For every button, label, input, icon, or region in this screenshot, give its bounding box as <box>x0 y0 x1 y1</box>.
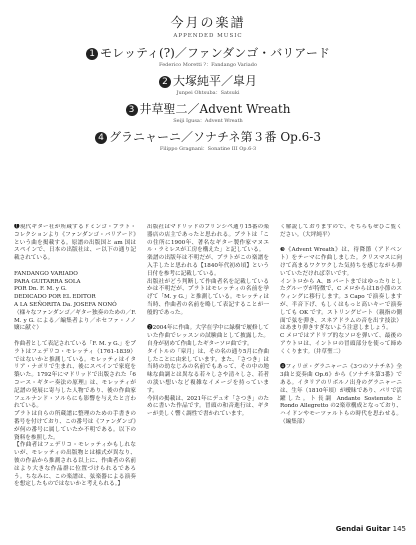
paragraph: （様々なファンダンゴ／ギター独奏のための／F. M. y G. による／編集者より／ホセファ・ノノ嬢に献ぐ） <box>14 309 136 332</box>
paragraph-spacer <box>14 263 136 271</box>
article-body <box>14 224 402 520</box>
text-column-1 <box>14 224 136 520</box>
text-column-2 <box>147 224 269 520</box>
piece-title: 3 井草聖二／Advent Wreath <box>0 102 416 116</box>
paragraph: イントロから A、B パートまではゆったりとしたグルーヴが特徴で、C メロからは18小節のスウィングに移行します。3 Capo で演奏しますが、半音下げ、もしくはもっと高いキーで演奏しても OK です。ストリングビート（親指の側面で弦を弾き、スネアドラムの音を出す技法）はあまり弾きすぎないよう注意しましょう。 <box>280 278 402 332</box>
page-subtitle: APPENDED MUSIC <box>173 33 243 39</box>
paragraph: ❸《Advent Wreath》は、待降節（アドベント）をテーマに作曲しました。クリスマスに向けて高まるワクワクした気持ちを感じながら弾いていただければ幸いです。 <box>280 247 402 277</box>
page-number: 145 <box>392 525 406 533</box>
piece-subtitle: Filippo Gragnani：Sonatine III Op.6-3 <box>159 146 257 152</box>
piece-number-badge: 2 <box>159 76 171 88</box>
paragraph: く解説しておりますので、そちらもぜひご覧ください。（大坪純平） <box>280 224 402 238</box>
piece-title: 4 グラニャーニ／ソナチネ第３番 Op.6-3 <box>0 130 416 144</box>
paragraph: ❹フィリポ・グラニャーニ《3つのソナチネ》全3曲と変奏曲 Op.6》から《ソナチネ第3番》である。イタリアのリボルノ出身のグラニャーニは、生年（1810年頃）が曖昧であり、パリで活躍した。ト長調 Andante Sostenuto と Rondo Allegretto の2楽章構成となっており、ハイドンやモーツァルトらの時代を思わせる。（編集部） <box>280 364 402 425</box>
text-column-3 <box>280 224 402 520</box>
paragraph: C メロではアドリブ的なソロを弾いて、最後のアウトロは、イントロの冒頭部分を使って締めくくります。（井草聖二） <box>280 333 402 355</box>
header <box>0 12 416 39</box>
piece-item <box>0 74 416 96</box>
paragraph: POR Dn. F. M. y G. <box>14 286 67 293</box>
page-title: 今月の楽譜 <box>170 16 246 31</box>
piece-subtitle: Junpei Ohtsuba：Satsuki <box>176 90 240 96</box>
piece-item <box>0 46 416 68</box>
piece-list <box>0 46 416 158</box>
piece-number-badge: 1 <box>86 48 98 60</box>
piece-item <box>0 130 416 152</box>
piece-subtitle: Federico Moretti ?：Fandango Variado <box>159 62 257 68</box>
paragraph: プラトは自らの所蔵譜に整理のための手書きの番号を付けており、この番号は《ファンダンゴ》が何の番号に属していたか不明である。以下の資料を参照した。 <box>14 411 136 441</box>
piece-item <box>0 102 416 124</box>
paragraph: A LA SEÑORITA Da. JOSEFA NONÓ <box>14 301 117 308</box>
paragraph: PARA GUITARRA SOLA <box>14 278 81 285</box>
paragraph: タイトルの「皐月」は、その名の通り5月に作曲したことに由来しています。また、「さつき」は当時の幼なじみの名前でもあって、その中の地味な曲調とは異なる若々しさや清々しさ、若者の淡い想いなど複雑なイメージを持っています。 <box>147 348 269 394</box>
paragraph: FANDANGO VARIADO <box>14 270 78 277</box>
paragraph: ❶現代ギター社が所蔵するドミンゴ・プラト・コレクションより《ファンダンゴ・バリアード》という曲を掲載する。原譜の出版国と am 国はスペインで、日本の出版社は、ー以下の通り記載されている。 <box>14 224 136 262</box>
page-footer <box>336 525 406 533</box>
piece-number-badge: 4 <box>95 132 107 144</box>
paragraph: 【作曲者はフェデリコ・モレッティかもしれないが、モレッティの出版物とは様式が異なり、彼の作品から推測される以上に、作曲者の名前はより大きな作品群に位置づけられるであろう。ちなみに、この楽譜は、弦楽器による演奏を想定したものではないかと考えられる。】 <box>14 442 136 488</box>
paragraph: 今回の掲載は、2021年にデュオ「さつき」のために書いた作品です。冒頭の和音進行は、ギターが美しく響く調性で書かれています。 <box>147 395 269 418</box>
piece-number-badge: 3 <box>126 104 138 116</box>
paragraph: ❷2004年に作曲。大学在学中に緑樹で履修していた作曲でレッスンの試験曲として披露した。自身が初めて作曲したギターソロ曲です。 <box>147 325 269 347</box>
piece-title: 2 大塚純平／皐月 <box>0 74 416 88</box>
magazine-name: Gendai Guitar <box>335 525 391 533</box>
paragraph: DEDICADO POR EL EDITOR <box>14 294 96 301</box>
paragraph: 楽譜の出版年は不明だが、プラトがこの楽譜を入手したと思われる【1840年代初め頃】という日付を参考に記載している。 <box>147 255 269 277</box>
paragraph: 作曲者として表記されている「F. M. y G.」をプラトはフェデリコ・モレッティ（1761-1839）ではないかと推測している。モレッティはイタリア・ナポリで生まれ、後にスペインで家庭を築いた。1792年にマドリッドで出版された『6コース・ギター奏法の原理』は、モレッティが記譜の発展に寄与した人物であり、後の作曲家フェルナンド・ソルらにも影響を与えたと言われている。 <box>14 340 136 410</box>
paragraph-spacer <box>14 333 136 341</box>
piece-title: 1 モレッティ(?)／ファンダンゴ・バリアード <box>0 46 416 60</box>
piece-subtitle: Seiji Igusa：Advent Wreath <box>173 118 243 124</box>
paragraph: 出版社がどう判断して作曲者名を記載しているかは不明だが、プラトはモレッティの名前を挙げて「M. y G.」と推測している。モレッティは当時、作曲者の名前を略して表記することが一般的であった。 <box>147 278 269 316</box>
paragraph: 出版社はマドリッドのプリンシペ通り15番の楽器店の店主であったと思われる。プラトは「この住所に1900年、著名なギター製作家マヌエル・ラミレスが工房を構えた」と記している。 <box>147 224 269 254</box>
